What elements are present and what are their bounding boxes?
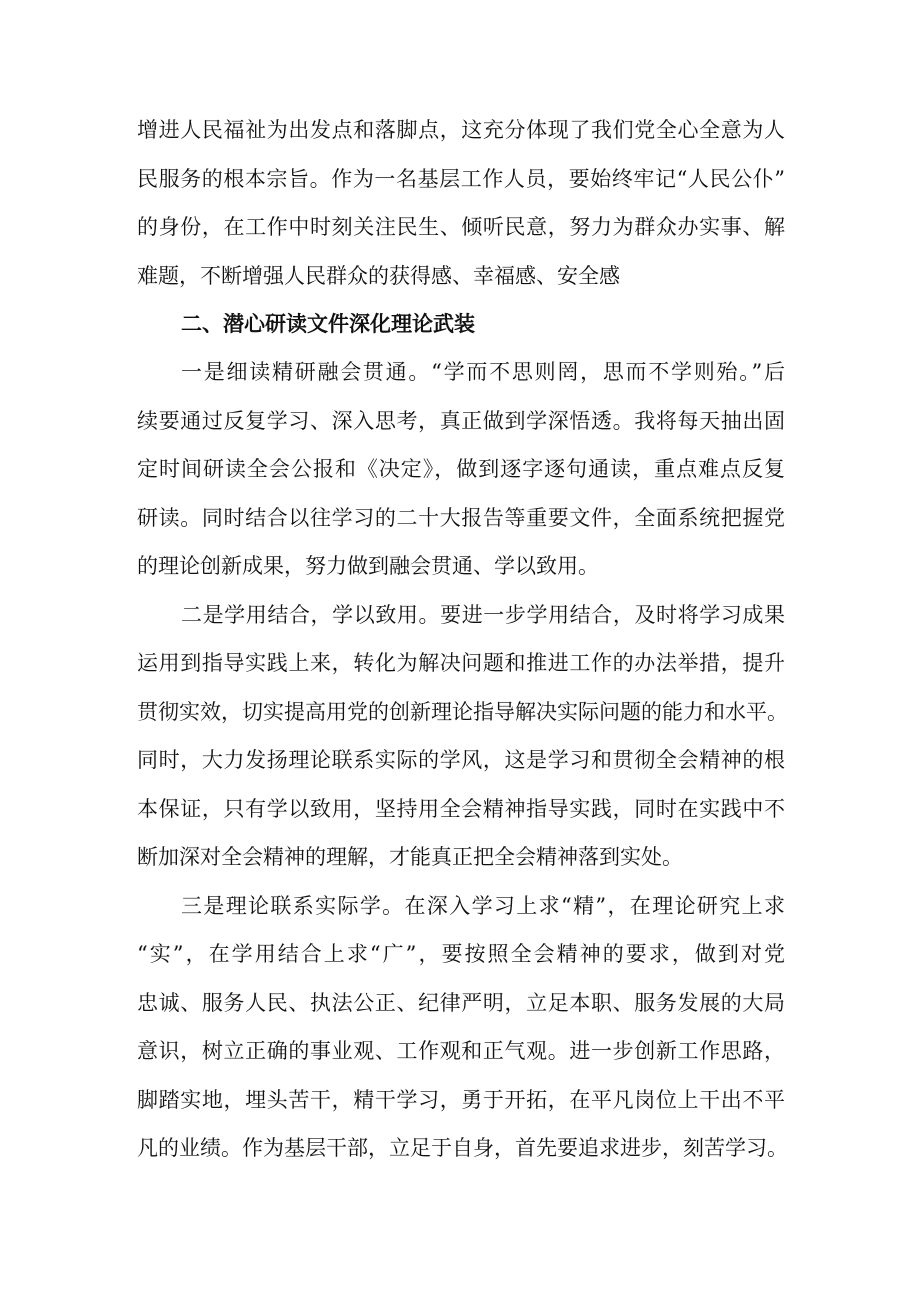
paragraph-line: 本保证，只有学以致用，坚持用全会精神指导实践，同时在实践中不 [137,797,785,821]
paragraph-line: 忠诚、服务人民、执法公正、纪律严明，立足本职、服务发展的大局 [137,991,785,1015]
paragraph-line: 断加深对全会精神的理解，才能真正把全会精神落到实处。 [137,845,683,869]
paragraph-line: 脚踏实地，埋头苦干，精干学习，勇于开拓，在平凡岗位上干出不平 [137,1088,785,1112]
paragraph-line: 同时，大力发扬理论联系实际的学风，这是学习和贯彻全会精神的根 [137,748,785,772]
paragraph-line: 增进人民福祉为出发点和落脚点，这充分体现了我们党全心全意为人 [137,118,785,142]
paragraph-line: 运用到指导实践上来，转化为解决问题和推进工作的办法举措，提升 [137,651,785,675]
paragraph-line: 难题，不断增强人民群众的获得感、幸福感、安全感 [137,264,620,288]
paragraph-line: 意识，树立正确的事业观、工作观和正气观。进一步创新工作思路， [137,1039,785,1063]
paragraph-line: 一是细读精研融会贯通。“学而不思则罔，思而不学则殆。”后 [181,360,785,384]
paragraph-line: 贯彻实效，切实提高用党的创新理论指导解决实际问题的能力和水平。 [137,700,788,724]
paragraph-line: 凡的业绩。作为基层干部，立足于自身，首先要追求进步，刻苦学习。 [137,1136,788,1160]
paragraph-line: 的身份，在工作中时刻关注民生、倾听民意，努力为群众办实事、解 [137,215,785,239]
paragraph-line: 定时间研读全会公报和《决定》，做到逐字逐句通读，重点难点反复 [137,457,785,481]
paragraph-line: “实”，在学用结合上求“广”，要按照全会精神的要求，做到对党 [137,942,785,966]
paragraph-line: 三是理论联系实际学。在深入学习上求“精”，在理论研究上求 [181,894,785,918]
paragraph-line: 的理论创新成果，努力做到融会贯通、学以致用。 [137,554,599,578]
section-heading: 二、潜心研读文件深化理论武装 [181,312,475,336]
paragraph-line: 二是学用结合，学以致用。要进一步学用结合，及时将学习成果 [181,603,785,627]
paragraph-line: 研读。同时结合以往学习的二十大报告等重要文件，全面系统把握党 [137,506,785,530]
paragraph-line: 续要通过反复学习、深入思考，真正做到学深悟透。我将每天抽出固 [137,409,785,433]
paragraph-line: 民服务的根本宗旨。作为一名基层工作人员，要始终牢记“人民公仆” [137,167,785,191]
